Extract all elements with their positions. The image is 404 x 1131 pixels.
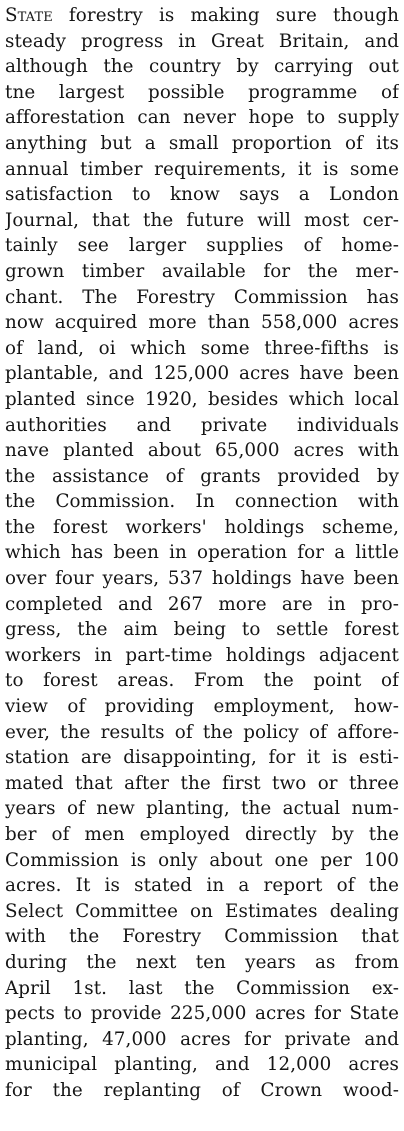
article-line: tainly see larger supplies of home-	[5, 235, 399, 257]
article-line: now acquired more than 558,000 acres	[5, 312, 399, 334]
article-line: municipal planting, and 12,000 acres	[5, 1054, 399, 1076]
article-line: although the country by carrying out	[5, 56, 399, 78]
article-line: during the next ten years as from	[5, 951, 399, 973]
article-line: over four years, 537 holdings have been	[5, 568, 399, 590]
article-line: acres. It is stated in a report of the	[5, 875, 399, 897]
article-line: planted since 1920, besides which local	[5, 388, 399, 410]
article-line: mated that after the first two or three	[5, 772, 399, 794]
article-line: gress, the aim being to settle forest	[5, 619, 399, 641]
article-line: with the Forestry Commission that	[5, 926, 399, 948]
article-line: annual timber requirements, it is some	[5, 158, 399, 180]
article-line: the forest workers' holdings scheme,	[5, 516, 399, 538]
article-line: authorities and private individuals	[5, 414, 399, 436]
article-line: Commission is only about one per 100	[5, 849, 399, 871]
article-line: the assistance of grants provided by	[5, 465, 399, 487]
article-line-1	[5, 3, 399, 29]
article-line: workers in part-time holdings adjacent	[5, 644, 399, 666]
article-line: chant. The Forestry Commission has	[5, 286, 399, 308]
article-line: which has been in operation for a little	[5, 542, 399, 564]
article-line: grown timber available for the mer-	[5, 260, 399, 282]
article-line: completed and 267 more are in pro-	[5, 593, 399, 615]
lead-word: State	[5, 5, 53, 26]
article-line: to forest areas. From the point of	[5, 670, 399, 692]
article-line: Select Committee on Estimates dealing	[5, 900, 399, 922]
article-line: pects to provide 225,000 acres for State	[5, 1003, 399, 1025]
article-line: tne largest possible programme of	[5, 81, 399, 103]
article-line: anything but a small proportion of its	[5, 132, 399, 154]
article-line: nave planted about 65,000 acres with	[5, 440, 399, 462]
article-line: Journal, that the future will most cer-	[5, 209, 399, 231]
article-line: the Commission. In connection with	[5, 491, 399, 513]
article-line: planting, 47,000 acres for private and	[5, 1028, 399, 1050]
article-line: ber of men employed directly by the	[5, 824, 399, 845]
article-line: station are disappointing, for it is esti-	[5, 747, 399, 769]
article-line: years of new planting, the actual num-	[5, 798, 399, 820]
article-line: of land, oi which some three-fifths is	[5, 337, 399, 359]
article-line: for the replanting of Crown wood-	[5, 1079, 399, 1101]
article-line: satisfaction to know says a London	[5, 184, 399, 206]
article-line-1-text: forestry is making sure though	[52, 5, 399, 26]
article-line: view of providing employment, how-	[5, 696, 399, 718]
article-line: plantable, and 125,000 acres have been	[5, 363, 399, 385]
article-line: steady progress in Great Britain, and	[5, 30, 399, 52]
article-line: April 1st. last the Commission ex-	[5, 977, 399, 999]
article-line: ever, the results of the policy of affore-	[5, 721, 399, 743]
article-line: afforestation can never hope to supply	[5, 107, 399, 129]
